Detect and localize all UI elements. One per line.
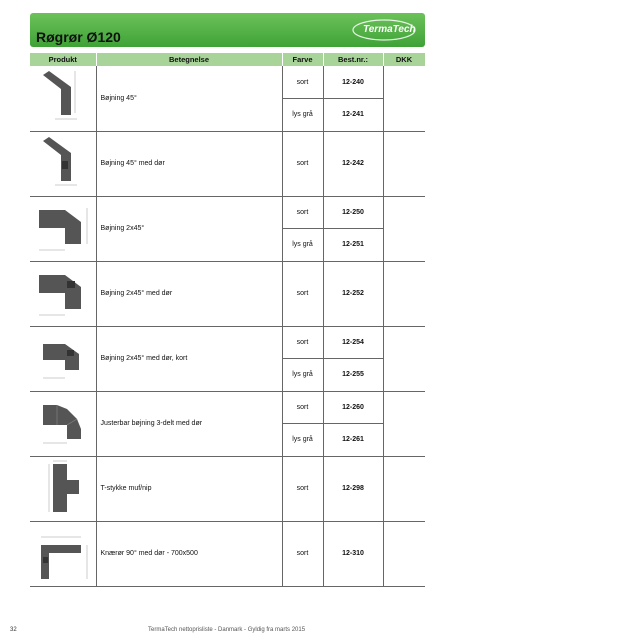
item-number: 12-251	[323, 229, 383, 262]
item-number: 12-298	[323, 456, 383, 521]
price-cell	[383, 66, 425, 131]
color-cell: sort	[282, 456, 323, 521]
price-cell	[383, 326, 425, 391]
color-cell: sort	[282, 66, 323, 99]
section-header	[30, 13, 425, 47]
price-cell	[383, 131, 425, 196]
item-number: 12-254	[323, 326, 383, 359]
col-produkt: Produkt	[30, 53, 96, 66]
table-row	[30, 131, 425, 196]
color-cell: lys grå	[282, 99, 323, 132]
color-cell: sort	[282, 326, 323, 359]
item-number: 12-261	[323, 424, 383, 457]
t-piece-icon	[35, 458, 91, 518]
color-cell: sort	[282, 261, 323, 326]
col-betegnelse: Betegnelse	[96, 53, 282, 66]
product-image	[30, 261, 96, 326]
elbow-45-icon	[35, 67, 91, 127]
color-cell: sort	[282, 131, 323, 196]
color-cell: lys grå	[282, 229, 323, 262]
termatech-logo: TermaTech	[351, 18, 417, 42]
product-description: T-stykke muf/nip	[96, 456, 282, 521]
item-number: 12-260	[323, 391, 383, 424]
table-row	[30, 326, 425, 359]
product-image	[30, 391, 96, 456]
product-image	[30, 521, 96, 586]
color-cell: sort	[282, 196, 323, 229]
table-row	[30, 261, 425, 326]
item-number: 12-242	[323, 131, 383, 196]
col-farve: Farve	[282, 53, 323, 66]
knee-pipe-icon	[35, 523, 91, 583]
table-row	[30, 196, 425, 229]
product-description: Bøjning 2x45°	[96, 196, 282, 261]
product-image	[30, 196, 96, 261]
price-cell	[383, 196, 425, 261]
product-image	[30, 131, 96, 196]
adjustable-elbow-icon	[35, 393, 91, 453]
item-number: 12-252	[323, 261, 383, 326]
item-number: 12-240	[323, 66, 383, 99]
item-number: 12-250	[323, 196, 383, 229]
col-dkk: DKK	[383, 53, 425, 66]
color-cell: lys grå	[282, 424, 323, 457]
product-description: Knærør 90° med dør - 700x500	[96, 521, 282, 586]
elbow-2x45-door-short-icon	[35, 328, 91, 388]
product-image	[30, 456, 96, 521]
price-cell	[383, 521, 425, 586]
item-number: 12-255	[323, 359, 383, 392]
footer-text: TermaTech nettoprisliste - Danmark - Gyldig fra marts 2015	[148, 627, 306, 633]
table-row	[30, 391, 425, 424]
price-cell	[383, 261, 425, 326]
item-number: 12-310	[323, 521, 383, 586]
product-description: Bøjning 2x45° med dør	[96, 261, 282, 326]
item-number: 12-241	[323, 99, 383, 132]
elbow-2x45-icon	[35, 198, 91, 258]
col-bestnr: Best.nr.:	[323, 53, 383, 66]
product-image	[30, 326, 96, 391]
product-description: Justerbar bøjning 3-delt med dør	[96, 391, 282, 456]
table-row	[30, 66, 425, 99]
product-description: Bøjning 45° med dør	[96, 131, 282, 196]
page-number: 32	[10, 627, 17, 633]
section-title: Røgrør Ø120	[36, 29, 121, 45]
product-description: Bøjning 2x45° med dør, kort	[96, 326, 282, 391]
price-cell	[383, 391, 425, 456]
price-cell	[383, 456, 425, 521]
table-header-row	[30, 53, 425, 66]
color-cell: sort	[282, 391, 323, 424]
elbow-45-door-icon	[35, 133, 91, 193]
elbow-2x45-door-icon	[35, 263, 91, 323]
table-row	[30, 456, 425, 521]
color-cell: lys grå	[282, 359, 323, 392]
product-table	[30, 53, 426, 587]
color-cell: sort	[282, 521, 323, 586]
product-description: Bøjning 45°	[96, 66, 282, 131]
table-row	[30, 521, 425, 586]
product-image	[30, 66, 96, 131]
